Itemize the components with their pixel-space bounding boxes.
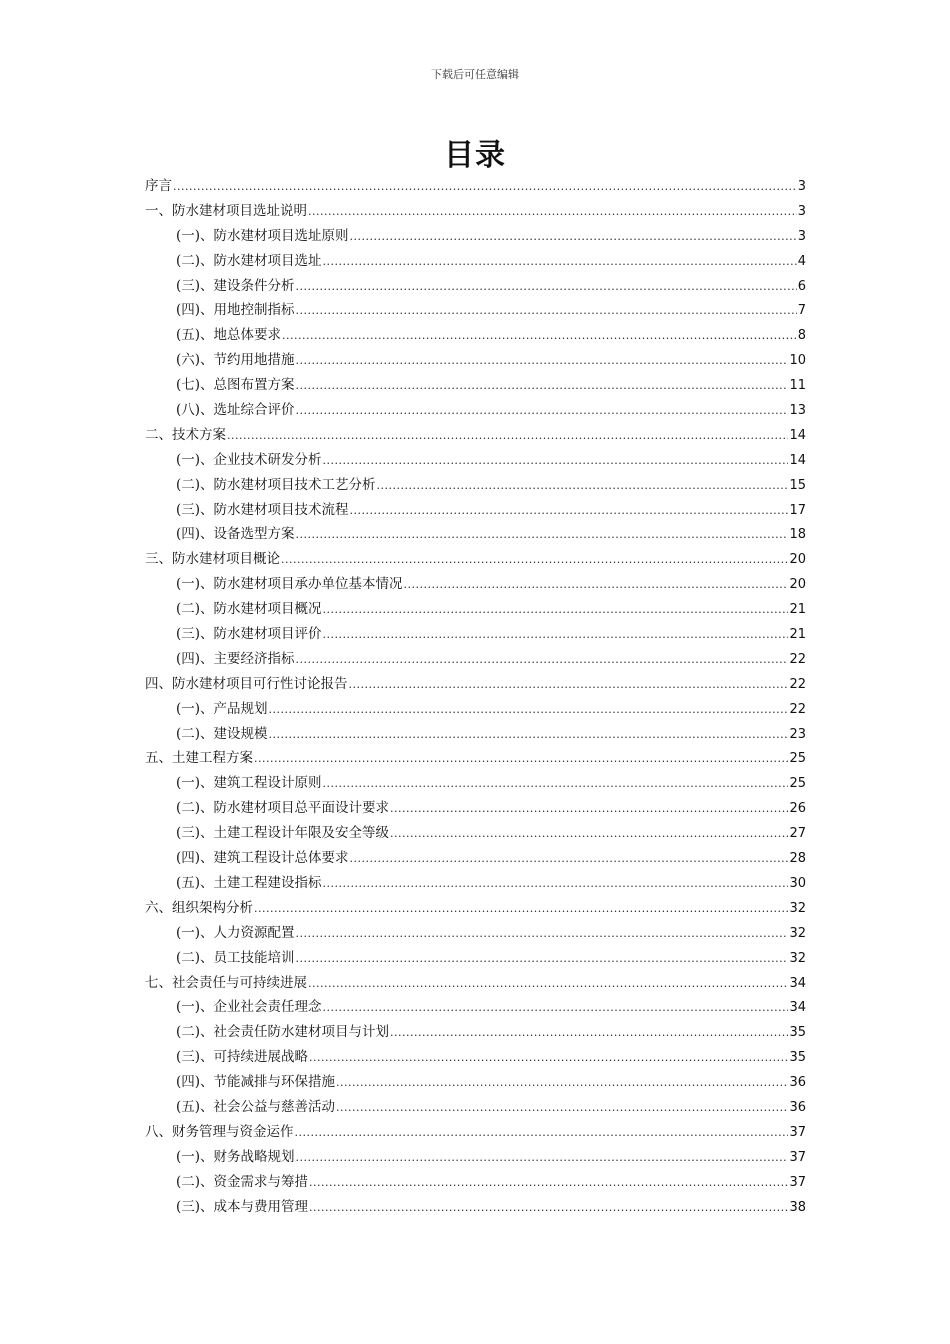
toc-leader-dots xyxy=(254,897,788,922)
toc-leader-dots xyxy=(308,972,788,997)
toc-entry-label: (五)、地总体要求 xyxy=(176,327,282,344)
toc-entry-page-number: 13 xyxy=(789,403,806,419)
toc-leader-dots xyxy=(254,747,788,772)
toc-entry[interactable] xyxy=(145,1070,806,1095)
toc-entry[interactable] xyxy=(145,398,806,423)
toc-entry[interactable] xyxy=(145,199,806,224)
toc-entry[interactable] xyxy=(145,971,806,996)
toc-entry-label: (一)、产品规划 xyxy=(176,700,268,717)
toc-leader-dots xyxy=(296,275,797,300)
toc-entry-page-number: 34 xyxy=(789,975,806,991)
toc-entry-label: (一)、防水建材项目承办单位基本情况 xyxy=(176,576,403,593)
toc-entry-label: 七、社会责任与可持续进展 xyxy=(145,974,307,991)
toc-entry-page-number: 37 xyxy=(789,1149,806,1165)
toc-entry-label: (三)、可持续进展战略 xyxy=(176,1049,309,1066)
toc-entry[interactable] xyxy=(145,871,806,896)
toc-entry[interactable] xyxy=(145,946,806,971)
toc-entry-page-number: 32 xyxy=(789,900,806,916)
toc-entry[interactable] xyxy=(145,1045,806,1070)
toc-leader-dots xyxy=(390,1021,788,1046)
toc-entry[interactable] xyxy=(145,448,806,473)
toc-leader-dots xyxy=(323,772,789,797)
toc-leader-dots xyxy=(323,449,789,474)
toc-entry[interactable] xyxy=(145,1095,806,1120)
table-of-contents xyxy=(145,174,806,1219)
toc-leader-dots xyxy=(350,847,789,872)
toc-entry-label: (二)、社会责任防水建材项目与计划 xyxy=(176,1024,390,1041)
toc-leader-dots xyxy=(269,698,789,723)
toc-entry[interactable] xyxy=(145,249,806,274)
toc-entry-label: 八、财务管理与资金运作 xyxy=(145,1123,294,1140)
toc-entry-page-number: 35 xyxy=(789,1025,806,1041)
toc-entry-label: (八)、选址综合评价 xyxy=(176,402,295,419)
toc-entry-page-number: 37 xyxy=(789,1124,806,1140)
toc-entry[interactable] xyxy=(145,597,806,622)
toc-entry[interactable] xyxy=(145,373,806,398)
toc-entry-page-number: 14 xyxy=(789,452,806,468)
toc-entry[interactable] xyxy=(145,473,806,498)
toc-entry[interactable] xyxy=(145,1170,806,1195)
toc-leader-dots xyxy=(350,225,797,250)
toc-leader-dots xyxy=(296,349,789,374)
toc-entry-page-number: 22 xyxy=(789,676,806,692)
toc-entry-label: (七)、总图布置方案 xyxy=(176,377,295,394)
toc-leader-dots xyxy=(227,424,788,449)
toc-entry[interactable] xyxy=(145,771,806,796)
toc-entry-label: (一)、企业社会责任理念 xyxy=(176,999,322,1016)
toc-entry-page-number: 21 xyxy=(789,602,806,618)
toc-entry-label: 一、防水建材项目选址说明 xyxy=(145,202,307,219)
toc-entry-page-number: 36 xyxy=(789,1099,806,1115)
toc-entry-label: (二)、防水建材项目选址 xyxy=(176,252,322,269)
toc-entry[interactable] xyxy=(145,821,806,846)
toc-leader-dots xyxy=(323,598,789,623)
page-header: 下载后可任意编辑 xyxy=(431,68,519,81)
toc-leader-dots xyxy=(323,250,797,275)
toc-entry-label: (一)、防水建材项目选址原则 xyxy=(176,227,349,244)
toc-entry-page-number: 22 xyxy=(789,651,806,667)
toc-leader-dots xyxy=(377,474,789,499)
toc-leader-dots xyxy=(296,299,797,324)
toc-entry[interactable] xyxy=(145,224,806,249)
toc-entry-page-number: 14 xyxy=(789,427,806,443)
toc-entry[interactable] xyxy=(145,522,806,547)
toc-entry[interactable] xyxy=(145,547,806,572)
toc-entry-page-number: 20 xyxy=(789,577,806,593)
toc-leader-dots xyxy=(296,374,789,399)
toc-entry-label: 六、组织架构分析 xyxy=(145,899,253,916)
toc-entry-label: (五)、土建工程建设指标 xyxy=(176,874,322,891)
toc-leader-dots xyxy=(349,673,789,698)
toc-entry-page-number: 38 xyxy=(789,1199,806,1215)
toc-entry[interactable] xyxy=(145,423,806,448)
toc-entry[interactable] xyxy=(145,746,806,771)
toc-entry-page-number: 20 xyxy=(789,552,806,568)
toc-entry-page-number: 26 xyxy=(789,801,806,817)
toc-leader-dots xyxy=(390,822,788,847)
toc-entry[interactable] xyxy=(145,1120,806,1145)
toc-entry[interactable] xyxy=(145,174,806,199)
toc-entry-label: (二)、资金需求与筹措 xyxy=(176,1173,309,1190)
toc-entry-label: (一)、建筑工程设计原则 xyxy=(176,775,322,792)
toc-entry[interactable] xyxy=(145,722,806,747)
toc-entry-label: (五)、社会公益与慈善活动 xyxy=(176,1098,336,1115)
toc-leader-dots xyxy=(296,922,789,947)
toc-leader-dots xyxy=(309,1196,788,1221)
toc-entry-label: (三)、防水建材项目技术流程 xyxy=(176,501,349,518)
toc-entry-label: (二)、防水建材项目总平面设计要求 xyxy=(176,800,390,817)
toc-entry-page-number: 4 xyxy=(797,253,806,269)
toc-entry[interactable] xyxy=(145,348,806,373)
toc-leader-dots xyxy=(336,1096,788,1121)
toc-leader-dots xyxy=(295,1121,789,1146)
toc-entry-page-number: 32 xyxy=(789,950,806,966)
toc-entry[interactable] xyxy=(145,1145,806,1170)
toc-leader-dots xyxy=(323,996,789,1021)
toc-entry-label: (一)、企业技术研发分析 xyxy=(176,451,322,468)
toc-entry-label: 二、技术方案 xyxy=(145,426,226,443)
toc-entry-label: 五、土建工程方案 xyxy=(145,750,253,767)
toc-leader-dots xyxy=(309,1046,788,1071)
toc-leader-dots xyxy=(296,523,789,548)
toc-entry-page-number: 11 xyxy=(789,378,806,394)
toc-entry-page-number: 35 xyxy=(789,1050,806,1066)
toc-entry-label: 序言 xyxy=(145,178,172,194)
toc-entry-label: 三、防水建材项目概论 xyxy=(145,551,280,568)
toc-entry[interactable] xyxy=(145,846,806,871)
toc-entry[interactable] xyxy=(145,1020,806,1045)
toc-entry[interactable] xyxy=(145,921,806,946)
toc-leader-dots xyxy=(404,573,789,598)
toc-leader-dots xyxy=(390,797,788,822)
toc-leader-dots xyxy=(323,872,789,897)
toc-entry-page-number: 23 xyxy=(789,726,806,742)
toc-entry[interactable] xyxy=(145,274,806,299)
toc-entry[interactable] xyxy=(145,323,806,348)
page-title: 目录 xyxy=(444,138,506,173)
toc-entry-page-number: 34 xyxy=(789,1000,806,1016)
toc-leader-dots xyxy=(309,1171,788,1196)
toc-entry-page-number: 3 xyxy=(797,228,806,244)
toc-entry[interactable] xyxy=(145,796,806,821)
toc-entry-page-number: 21 xyxy=(789,627,806,643)
toc-leader-dots xyxy=(281,548,788,573)
toc-entry-label: (三)、防水建材项目评价 xyxy=(176,626,322,643)
toc-entry-label: (四)、用地控制指标 xyxy=(176,302,295,319)
toc-entry-page-number: 10 xyxy=(789,353,806,369)
toc-entry-page-number: 22 xyxy=(789,701,806,717)
toc-entry-label: (二)、防水建材项目概况 xyxy=(176,601,322,618)
toc-entry-label: (三)、建设条件分析 xyxy=(176,277,295,294)
toc-entry-page-number: 7 xyxy=(797,303,806,319)
toc-leader-dots xyxy=(282,324,797,349)
toc-entry[interactable] xyxy=(145,572,806,597)
toc-entry-page-number: 8 xyxy=(797,328,806,344)
toc-entry-page-number: 28 xyxy=(789,851,806,867)
toc-entry[interactable] xyxy=(145,896,806,921)
toc-entry[interactable] xyxy=(145,1195,806,1220)
toc-entry[interactable] xyxy=(145,995,806,1020)
toc-entry[interactable] xyxy=(145,622,806,647)
toc-entry-label: (三)、土建工程设计年限及安全等级 xyxy=(176,825,390,842)
toc-entry-label: (一)、财务战略规划 xyxy=(176,1148,295,1165)
toc-leader-dots xyxy=(269,723,789,748)
toc-entry-page-number: 25 xyxy=(789,751,806,767)
toc-entry-page-number: 15 xyxy=(789,477,806,493)
toc-entry-page-number: 3 xyxy=(797,179,806,194)
toc-entry-page-number: 17 xyxy=(789,502,806,518)
toc-entry-page-number: 27 xyxy=(789,826,806,842)
toc-entry[interactable] xyxy=(145,298,806,323)
toc-leader-dots xyxy=(308,200,797,225)
toc-entry-page-number: 37 xyxy=(789,1174,806,1190)
toc-entry-label: (二)、建设规模 xyxy=(176,725,268,742)
toc-entry[interactable] xyxy=(145,498,806,523)
toc-entry-label: (四)、节能减排与环保措施 xyxy=(176,1074,336,1091)
toc-entry-page-number: 3 xyxy=(797,203,806,219)
toc-entry-label: 四、防水建材项目可行性讨论报告 xyxy=(145,675,348,692)
toc-entry[interactable] xyxy=(145,697,806,722)
toc-leader-dots xyxy=(296,947,789,972)
toc-leader-dots xyxy=(296,399,789,424)
toc-entry-label: (三)、成本与费用管理 xyxy=(176,1198,309,1215)
toc-leader-dots xyxy=(350,499,789,524)
toc-entry-page-number: 32 xyxy=(789,925,806,941)
toc-entry-label: (四)、设备选型方案 xyxy=(176,526,295,543)
toc-entry[interactable] xyxy=(145,672,806,697)
toc-entry-page-number: 6 xyxy=(797,278,806,294)
toc-entry-page-number: 25 xyxy=(789,776,806,792)
toc-entry-label: (一)、人力资源配置 xyxy=(176,924,295,941)
toc-entry-label: (二)、防水建材项目技术工艺分析 xyxy=(176,476,376,493)
toc-leader-dots xyxy=(336,1071,788,1096)
toc-leader-dots xyxy=(323,623,789,648)
toc-leader-dots xyxy=(296,1146,789,1171)
toc-leader-dots xyxy=(173,175,797,200)
toc-entry-page-number: 30 xyxy=(789,875,806,891)
toc-entry[interactable] xyxy=(145,647,806,672)
toc-entry-page-number: 18 xyxy=(789,527,806,543)
toc-leader-dots xyxy=(296,648,789,673)
toc-entry-label: (六)、节约用地措施 xyxy=(176,352,295,369)
toc-entry-page-number: 36 xyxy=(789,1075,806,1091)
toc-entry-label: (四)、建筑工程设计总体要求 xyxy=(176,850,349,867)
toc-entry-label: (四)、主要经济指标 xyxy=(176,650,295,667)
toc-entry-label: (二)、员工技能培训 xyxy=(176,949,295,966)
